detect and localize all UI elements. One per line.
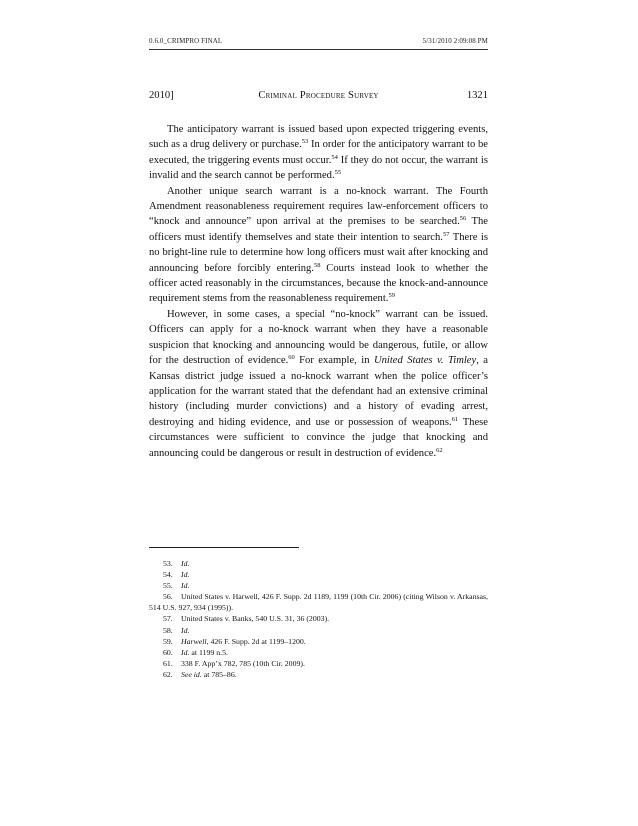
footnote <box>149 636 488 647</box>
footnote-reference[interactable]: 53 <box>301 138 309 146</box>
footnote-number: 55. <box>163 581 173 591</box>
text-run: If they do not occur, the warrant is invalid and the search cannot be performed. <box>149 154 488 182</box>
text-run: There is no bright-line rule to determine how long officers must wait after knocking and announcing before forcibly entering. <box>149 231 488 274</box>
footnote <box>149 613 488 624</box>
running-head <box>149 37 488 49</box>
text-run: In order for the anticipatory warrant to be executed, the triggering events must occur. <box>149 139 489 166</box>
footnote-number: 62. <box>163 669 173 679</box>
text-run: 338 F. App’x 782, 785 (10th Cir. 2009). <box>181 658 305 668</box>
footnote-number: 60. <box>163 647 173 657</box>
footnote-number: 56. <box>163 592 173 602</box>
text-run: Courts instead look to whether the officer acted reasonably in the circumstances, because the knock-and-announce requirement stems from the reasonableness requirement. <box>149 262 488 305</box>
page-header <box>149 90 488 104</box>
body-paragraph <box>149 307 488 461</box>
footnote <box>149 658 488 669</box>
footnote-reference[interactable]: 60 <box>288 354 295 362</box>
italic-text: Id. <box>181 570 190 580</box>
text-run: United States v. Banks, 540 U.S. 31, 36 (2003). <box>181 614 330 624</box>
text-run: These circumstances were sufficient to convince the judge that knocking and announcing could be dangerous or result in destruction of evidence. <box>149 416 488 459</box>
footnote-reference[interactable]: 57 <box>442 230 450 238</box>
text-run: at 785–86. <box>201 669 237 679</box>
italic-text: Id. <box>181 581 190 591</box>
running-head-rule <box>149 49 488 50</box>
footnote-number: 53. <box>163 559 173 568</box>
journal-section-title: Criminal Procedure Survey <box>258 90 379 101</box>
footnote-reference[interactable]: 55 <box>334 169 342 177</box>
running-head-filename: 0.6.0_CRIMPRO FINAL <box>149 37 223 45</box>
italic-text: Harwell <box>181 636 207 646</box>
footnote-reference[interactable]: 56 <box>459 215 467 223</box>
text-run: The officers must identify themselves and state their intention to search. <box>149 216 488 243</box>
footnote-number: 54. <box>163 570 173 580</box>
text-run: , 426 F. Supp. 2d at 1199–1200. <box>206 636 306 646</box>
running-head-timestamp: 5/31/2010 2:09:08 PM <box>422 37 488 45</box>
page-number: 1321 <box>466 90 488 101</box>
footnote-reference[interactable]: 61 <box>451 415 459 423</box>
footnote <box>149 669 488 680</box>
body-text <box>149 122 488 461</box>
footnote <box>149 647 488 658</box>
text-run: For example, in <box>294 355 374 367</box>
italic-text: Id. <box>181 625 190 635</box>
body-paragraph <box>149 122 488 184</box>
text-run: However, in some cases, a special “no-knock” warrant can be issued. Officers can apply for a no-knock warrant when they have a reasonable suspicion that knocking and announcing would be dangerous, futile, or allow for the destruction of evidence. <box>149 308 488 367</box>
italic-text: See id. <box>181 669 202 679</box>
footnote <box>149 591 488 613</box>
body-paragraph <box>149 184 488 307</box>
text-run: at 1199 n.5. <box>189 647 228 657</box>
footnote <box>149 625 488 636</box>
text-run: , a Kansas district judge issued a no-knock warrant when the police officer’s application for the warrant stated that the defendant had an extensive criminal history (including murder convictions) and a history of evading arrest, destroying and hiding evidence, and use or possession of weapons. <box>149 355 489 428</box>
footnote-number: 61. <box>163 658 173 668</box>
italic-text: Id. <box>181 559 190 568</box>
footnote-number: 59. <box>163 636 173 646</box>
footnote-separator <box>149 547 299 548</box>
footnote-reference[interactable]: 54 <box>331 153 338 161</box>
footnote <box>149 569 488 580</box>
footnote-reference[interactable]: 62 <box>436 446 443 454</box>
volume-year: 2010] <box>149 90 174 101</box>
text-run: The anticipatory warrant is issued based upon expected triggering events, such as a drug delivery or purchase. <box>149 124 488 151</box>
footnote-reference[interactable]: 59 <box>388 292 395 300</box>
footnote-number: 58. <box>163 625 173 635</box>
footnote-number: 57. <box>163 614 173 624</box>
text-run: Another unique search warrant is a no-knock warrant. The Fourth Amendment reasonableness requirement requires law-enforcement officers to “knock and announce” upon arrival at the premises to be searched. <box>149 185 488 228</box>
footnote-reference[interactable]: 58 <box>313 261 321 269</box>
text-run: United States v. Harwell, 426 F. Supp. 2d 1189, 1199 (10th Cir. 2006) (citing Wilson v. Arkansas, 514 U.S. 927, 934 (1995)). <box>149 592 488 613</box>
italic-text: Id. <box>181 647 190 657</box>
footnotes <box>149 558 488 680</box>
footnote <box>149 580 488 591</box>
italic-text: United States v. Timley <box>373 355 477 367</box>
footnote <box>149 558 488 569</box>
